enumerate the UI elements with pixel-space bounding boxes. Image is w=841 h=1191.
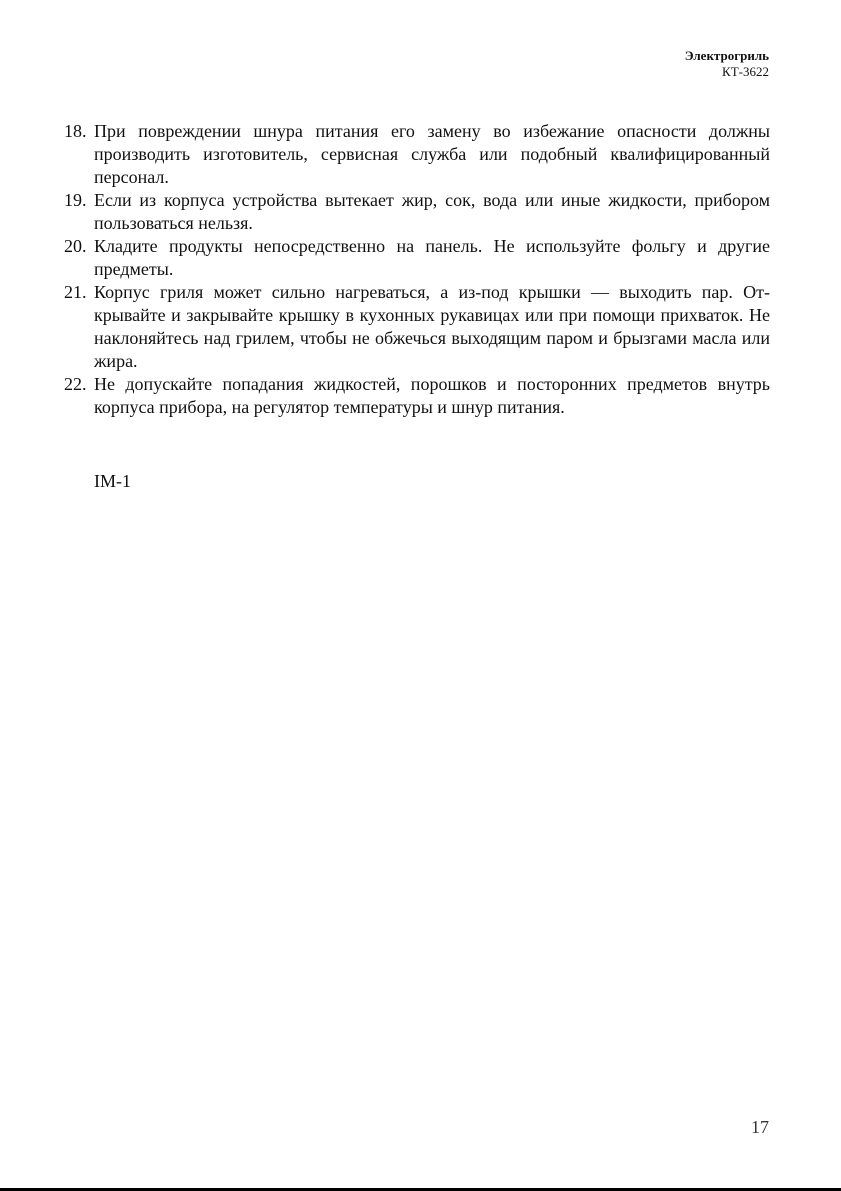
item-text: Не допускайте попадания жидкостей, порошков и посторонних предметов внутрь корпуса прибора, на регулятор температуры и шнур питания.: [94, 374, 770, 417]
list-item: [64, 189, 770, 235]
item-text: При повреждении шнура питания его замену во избежание опасности должны производить изготовитель, сервисная служба или подобный квалифицированный персонал.: [94, 121, 770, 187]
product-name: Электрогриль: [684, 48, 769, 63]
item-text: Корпус гриля может сильно нагреваться, а из-под крышки — выходить пар. Открывайте и закрывайте крышку в кухонных рукавицах или при помощи прихваток. Не наклоняйтесь над грилем, чтобы не обжечься выходящим паром и брызгами масла или жира.: [94, 282, 770, 371]
item-number: 22.: [64, 374, 87, 394]
item-text: Кладите продукты непосредственно на панель. Не используйте фольгу и другие предметы.: [94, 236, 770, 279]
page-header: [685, 48, 769, 80]
item-number: 19.: [64, 190, 87, 210]
list-item: [64, 373, 770, 419]
list-item: [64, 281, 770, 373]
list-item: [64, 235, 770, 281]
list-item: [64, 120, 770, 189]
item-number: 21.: [64, 282, 87, 302]
item-number: 18.: [64, 121, 87, 141]
item-number: 20.: [64, 236, 87, 256]
item-text: Если из корпуса устройства вытекает жир, сок, вода или иные жидкости, прибором пользоваться нельзя.: [94, 190, 770, 233]
safety-instructions-list: [64, 120, 770, 419]
model-number: КТ-3622: [722, 64, 769, 79]
document-code: IM-1: [94, 471, 131, 491]
page-number: 17: [751, 1117, 769, 1137]
